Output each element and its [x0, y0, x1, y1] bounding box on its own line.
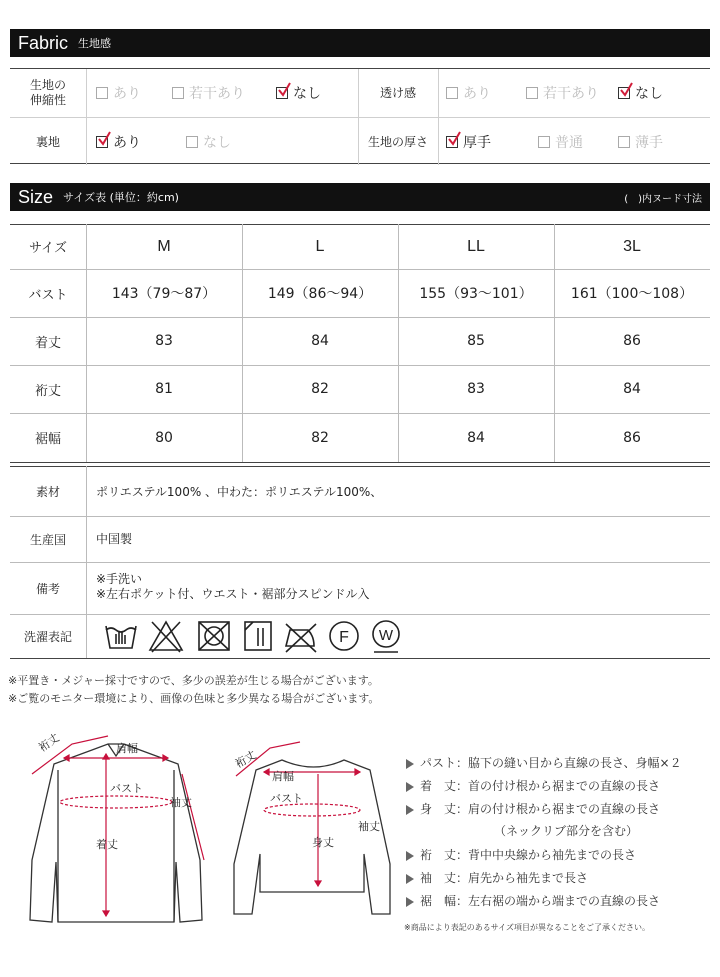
sheer-option-jakkan: 若干あり	[526, 69, 599, 117]
note-2: ※ご覧のモニター環境により、画像の色味と多少異なる場合がございます。	[8, 692, 380, 705]
stretch-option-jakkan: 若干あり	[172, 69, 245, 117]
svg-text:肩幅: 肩幅	[116, 742, 138, 755]
row-hem-label: 裾幅	[34, 432, 61, 447]
wet-clean-w-icon	[373, 621, 399, 652]
row-sleeve-label: 裄丈	[34, 383, 61, 399]
checkbox-icon	[96, 87, 108, 99]
length-ll: 85	[467, 333, 485, 349]
size-col-ll: LL	[467, 237, 485, 255]
lining-label: 裏地	[35, 134, 60, 149]
sheer-option-ari: あり	[446, 69, 491, 117]
origin-label: 生産国	[29, 532, 66, 547]
triangle-icon	[406, 782, 414, 792]
stretch-option-ari: あり	[96, 69, 141, 117]
length-l: 84	[311, 333, 329, 349]
footnote: ※商品により表記のあるサイズ項目が異なることをご了承ください。	[404, 923, 651, 932]
checkbox-icon	[618, 136, 630, 148]
remarks-line-2: ※左右ポケット付、ウエスト・裾部分スピンドル入	[96, 587, 370, 601]
lining-option-nashi: なし	[186, 118, 231, 166]
jacket-diagram	[28, 730, 224, 930]
hem-ll: 84	[467, 429, 485, 446]
origin-value: 中国製	[96, 532, 133, 546]
care-symbols	[100, 616, 410, 656]
svg-text:バスト: バスト	[270, 792, 303, 805]
size-subtitle: サイズ表 (単位：約cm)	[63, 191, 179, 204]
note-1: ※平置き・メジャー採寸ですので、多少の誤差が生じる場合がございます。	[8, 674, 379, 687]
legend-body-length: 身 丈：肩の付け根から裾までの直線の長さ	[406, 800, 660, 817]
length-m: 83	[155, 333, 173, 349]
triangle-icon	[406, 874, 414, 884]
thickness-label: 生地の厚さ	[367, 134, 428, 149]
sleeve-ll: 83	[467, 381, 485, 397]
lining-option-ari: あり	[96, 118, 141, 166]
shirt-diagram	[230, 734, 400, 930]
legend-sleeve: 袖 丈：肩先から袖先まで長さ	[406, 869, 588, 886]
size-title: Size	[18, 186, 54, 207]
stretch-label: 生地の 伸縮性	[29, 78, 66, 107]
hem-l: 82	[311, 429, 329, 446]
fabric-row-lining	[10, 117, 710, 165]
checked-checkbox-icon	[276, 87, 288, 99]
size-col-3l: 3L	[623, 237, 641, 255]
care-label: 洗濯表記	[23, 629, 72, 644]
hem-3l: 86	[623, 429, 641, 446]
sleeve-m: 81	[155, 381, 173, 397]
triangle-icon	[406, 851, 414, 861]
length-3l: 86	[623, 333, 641, 349]
svg-text:F: F	[339, 629, 349, 646]
svg-text:裄丈: 裄丈	[36, 731, 62, 755]
legend-bust: パスト：脇下の縫い目から直線の長さ、身幅×２	[406, 754, 682, 771]
sheer-label: 透け感	[379, 85, 416, 100]
triangle-icon	[406, 805, 414, 815]
sleeve-3l: 84	[623, 381, 641, 397]
legend-length: 着 丈：首の付け根から裾までの直線の長さ	[406, 777, 660, 794]
svg-text:バスト: バスト	[110, 782, 143, 795]
fabric-table	[10, 68, 710, 164]
legend-yuki: 裄 丈：背中中央線から袖先までの長さ	[406, 846, 636, 863]
jacket-outline	[30, 744, 202, 922]
checkbox-icon	[172, 87, 184, 99]
triangle-icon	[406, 897, 414, 907]
bust-m: 143（79〜87）	[111, 286, 217, 302]
sheer-option-nashi: なし	[618, 69, 663, 117]
material-label: 素材	[35, 484, 60, 499]
stretch-option-nashi: なし	[276, 69, 321, 117]
size-col-l: L	[315, 237, 325, 255]
hand-wash-icon	[106, 626, 136, 648]
bust-3l: 161（100〜108）	[570, 286, 694, 302]
size-header-label: サイズ	[29, 241, 67, 256]
remarks-label: 備考	[35, 581, 60, 596]
legend-body-length-note: （ネックリブ部分を含む）	[494, 824, 639, 838]
fabric-row-stretch	[10, 69, 710, 117]
svg-text:W: W	[378, 627, 394, 644]
svg-text:裄丈: 裄丈	[233, 748, 259, 771]
size-header	[10, 183, 710, 211]
svg-text:身丈: 身丈	[312, 836, 334, 849]
size-col-m: M	[157, 237, 171, 255]
hem-m: 80	[155, 429, 173, 446]
row-bust-label: バスト	[28, 287, 68, 303]
material-value: ポリエステル100% 、中わた：ポリエステル100%、	[96, 485, 383, 499]
checked-checkbox-icon	[96, 136, 108, 148]
thickness-option-thin: 薄手	[618, 118, 663, 166]
legend-hem: 裾 幅：左右裾の端から端までの直線の長さ	[406, 892, 660, 909]
fabric-header	[10, 29, 710, 57]
checked-checkbox-icon	[446, 136, 458, 148]
svg-text:袖丈: 袖丈	[358, 820, 380, 833]
checkbox-icon	[526, 87, 538, 99]
svg-text:肩幅: 肩幅	[272, 770, 294, 783]
checked-checkbox-icon	[618, 87, 630, 99]
row-length-label: 着丈	[34, 335, 61, 351]
triangle-icon	[406, 759, 414, 769]
sleeve-l: 82	[311, 381, 329, 397]
no-iron-icon	[286, 624, 316, 652]
svg-text:着丈: 着丈	[96, 838, 118, 851]
remarks-line-1: ※手洗い	[96, 572, 143, 586]
line-dry-shade-icon	[245, 622, 271, 650]
nude-size-note: ( )内ヌード寸法	[624, 193, 702, 205]
bust-l: 149（86〜94）	[267, 286, 373, 302]
svg-text:袖丈: 袖丈	[170, 796, 192, 809]
thickness-option-thick: 厚手	[446, 118, 491, 166]
checkbox-icon	[446, 87, 458, 99]
fabric-subtitle: 生地感	[78, 37, 112, 50]
fabric-title: Fabric	[18, 32, 69, 53]
no-tumble-dry-icon	[199, 622, 229, 650]
checkbox-icon	[186, 136, 198, 148]
checkbox-icon	[538, 136, 550, 148]
no-bleach-icon	[150, 622, 182, 652]
thickness-option-normal: 普通	[538, 118, 583, 166]
bust-ll: 155（93〜101）	[419, 286, 533, 302]
dry-clean-f-icon	[330, 622, 358, 650]
